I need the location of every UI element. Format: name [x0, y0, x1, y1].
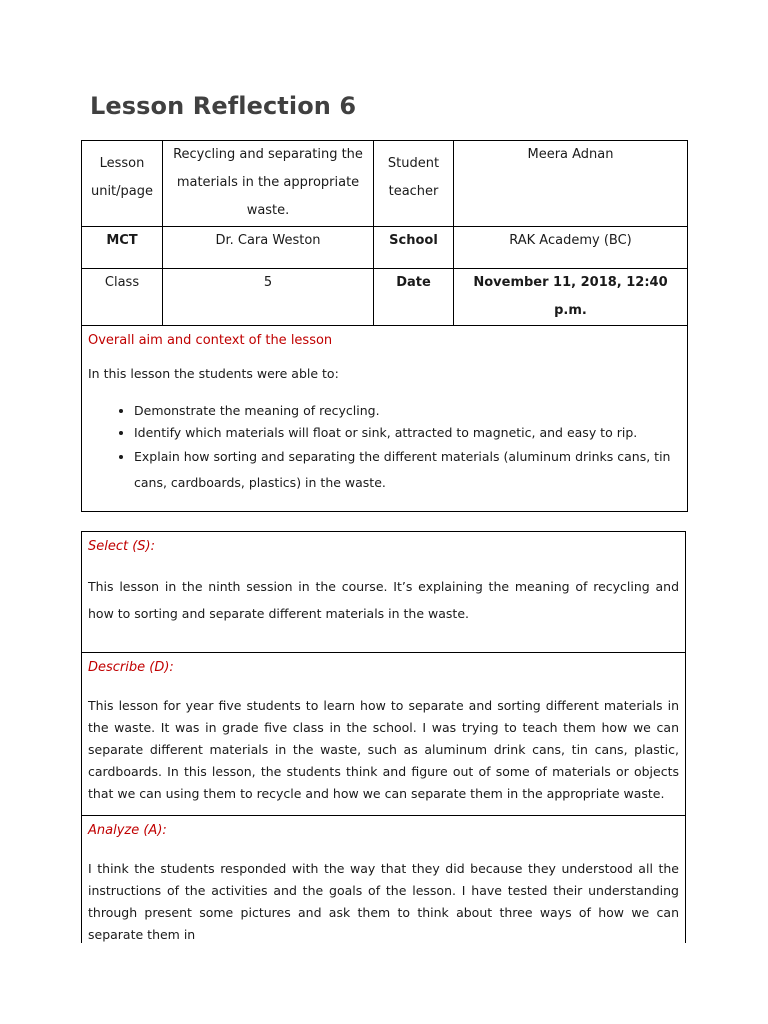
student-teacher-value: Meera Adnan — [527, 147, 614, 162]
select-section — [82, 538, 685, 653]
date-label-cell — [374, 269, 454, 326]
lesson-info-table — [81, 140, 688, 512]
lesson-unit-value: Recycling and separating the materials in the appropriate waste. — [173, 147, 363, 218]
list-item: • Identify which materials will float or sink, attracted to magnetic, and easy to rip. — [134, 422, 681, 444]
table-row — [82, 141, 688, 227]
lesson-unit-label-cell — [82, 141, 163, 227]
analyze-section — [82, 822, 685, 943]
aim-list — [82, 400, 687, 496]
school-label-cell — [374, 227, 454, 269]
reflection-box — [81, 531, 686, 943]
table-row — [82, 269, 688, 326]
class-value-cell — [163, 269, 374, 326]
list-item: • Explain how sorting and separating the different materials (aluminum drinks cans, tin cans, cardboards, plastics) in the waste. — [134, 444, 681, 496]
student-teacher-label-cell — [374, 141, 454, 227]
analyze-label: Analyze (A): — [88, 823, 167, 838]
table-row — [82, 227, 688, 269]
lesson-unit-value-cell — [163, 141, 374, 227]
date-label: Date — [396, 275, 431, 290]
describe-text: This lesson for year five students to learn how to separate and sorting different materials in the waste. It was in grade five class in the school. I was trying to teach them how we can separate different materials in the waste, such as aluminum drink cans, tin cans, plastic, cardboards. In this lesson, the students think and figure out of some of materials or objects that we can using them to recycle and how we can separate them in the appropriate waste. — [88, 698, 679, 801]
student-teacher-label: Student teacher — [387, 156, 440, 199]
page-title: Lesson Reflection 6 — [90, 92, 357, 120]
table-row — [82, 326, 688, 512]
select-label: Select (S): — [88, 539, 156, 554]
lesson-unit-label: Lesson unit/page — [90, 156, 154, 199]
class-label-cell — [82, 269, 163, 326]
aim-intro: In this lesson the students were able to: — [88, 366, 339, 381]
student-teacher-value-cell — [454, 141, 688, 227]
mct-label-cell — [82, 227, 163, 269]
describe-section — [82, 659, 685, 816]
date-value: November 11, 2018, 12:40 p.m. — [473, 275, 668, 318]
analyze-text: I think the students responded with the way that they did because they understood all the instructions of the activities and the goals of the lesson. I have tested their understanding through present some pictures and ask them to think about three ways of how we can separate them in — [88, 861, 679, 942]
aim-heading: Overall aim and context of the lesson — [88, 333, 333, 348]
mct-value: Dr. Cara Weston — [215, 233, 321, 248]
select-text: This lesson in the ninth session in the course. It’s explaining the meaning of recycling and how to sorting and separate different materials in the waste. — [88, 579, 679, 621]
mct-value-cell — [163, 227, 374, 269]
mct-label: MCT — [106, 233, 138, 248]
describe-label: Describe (D): — [88, 660, 174, 675]
school-label: School — [389, 233, 438, 248]
school-value: RAK Academy (BC) — [509, 233, 632, 248]
school-value-cell — [454, 227, 688, 269]
class-value: 5 — [263, 275, 273, 290]
date-value-cell — [454, 269, 688, 326]
aim-cell — [82, 326, 688, 512]
list-item: • Demonstrate the meaning of recycling. — [134, 400, 681, 422]
class-label: Class — [104, 275, 140, 290]
